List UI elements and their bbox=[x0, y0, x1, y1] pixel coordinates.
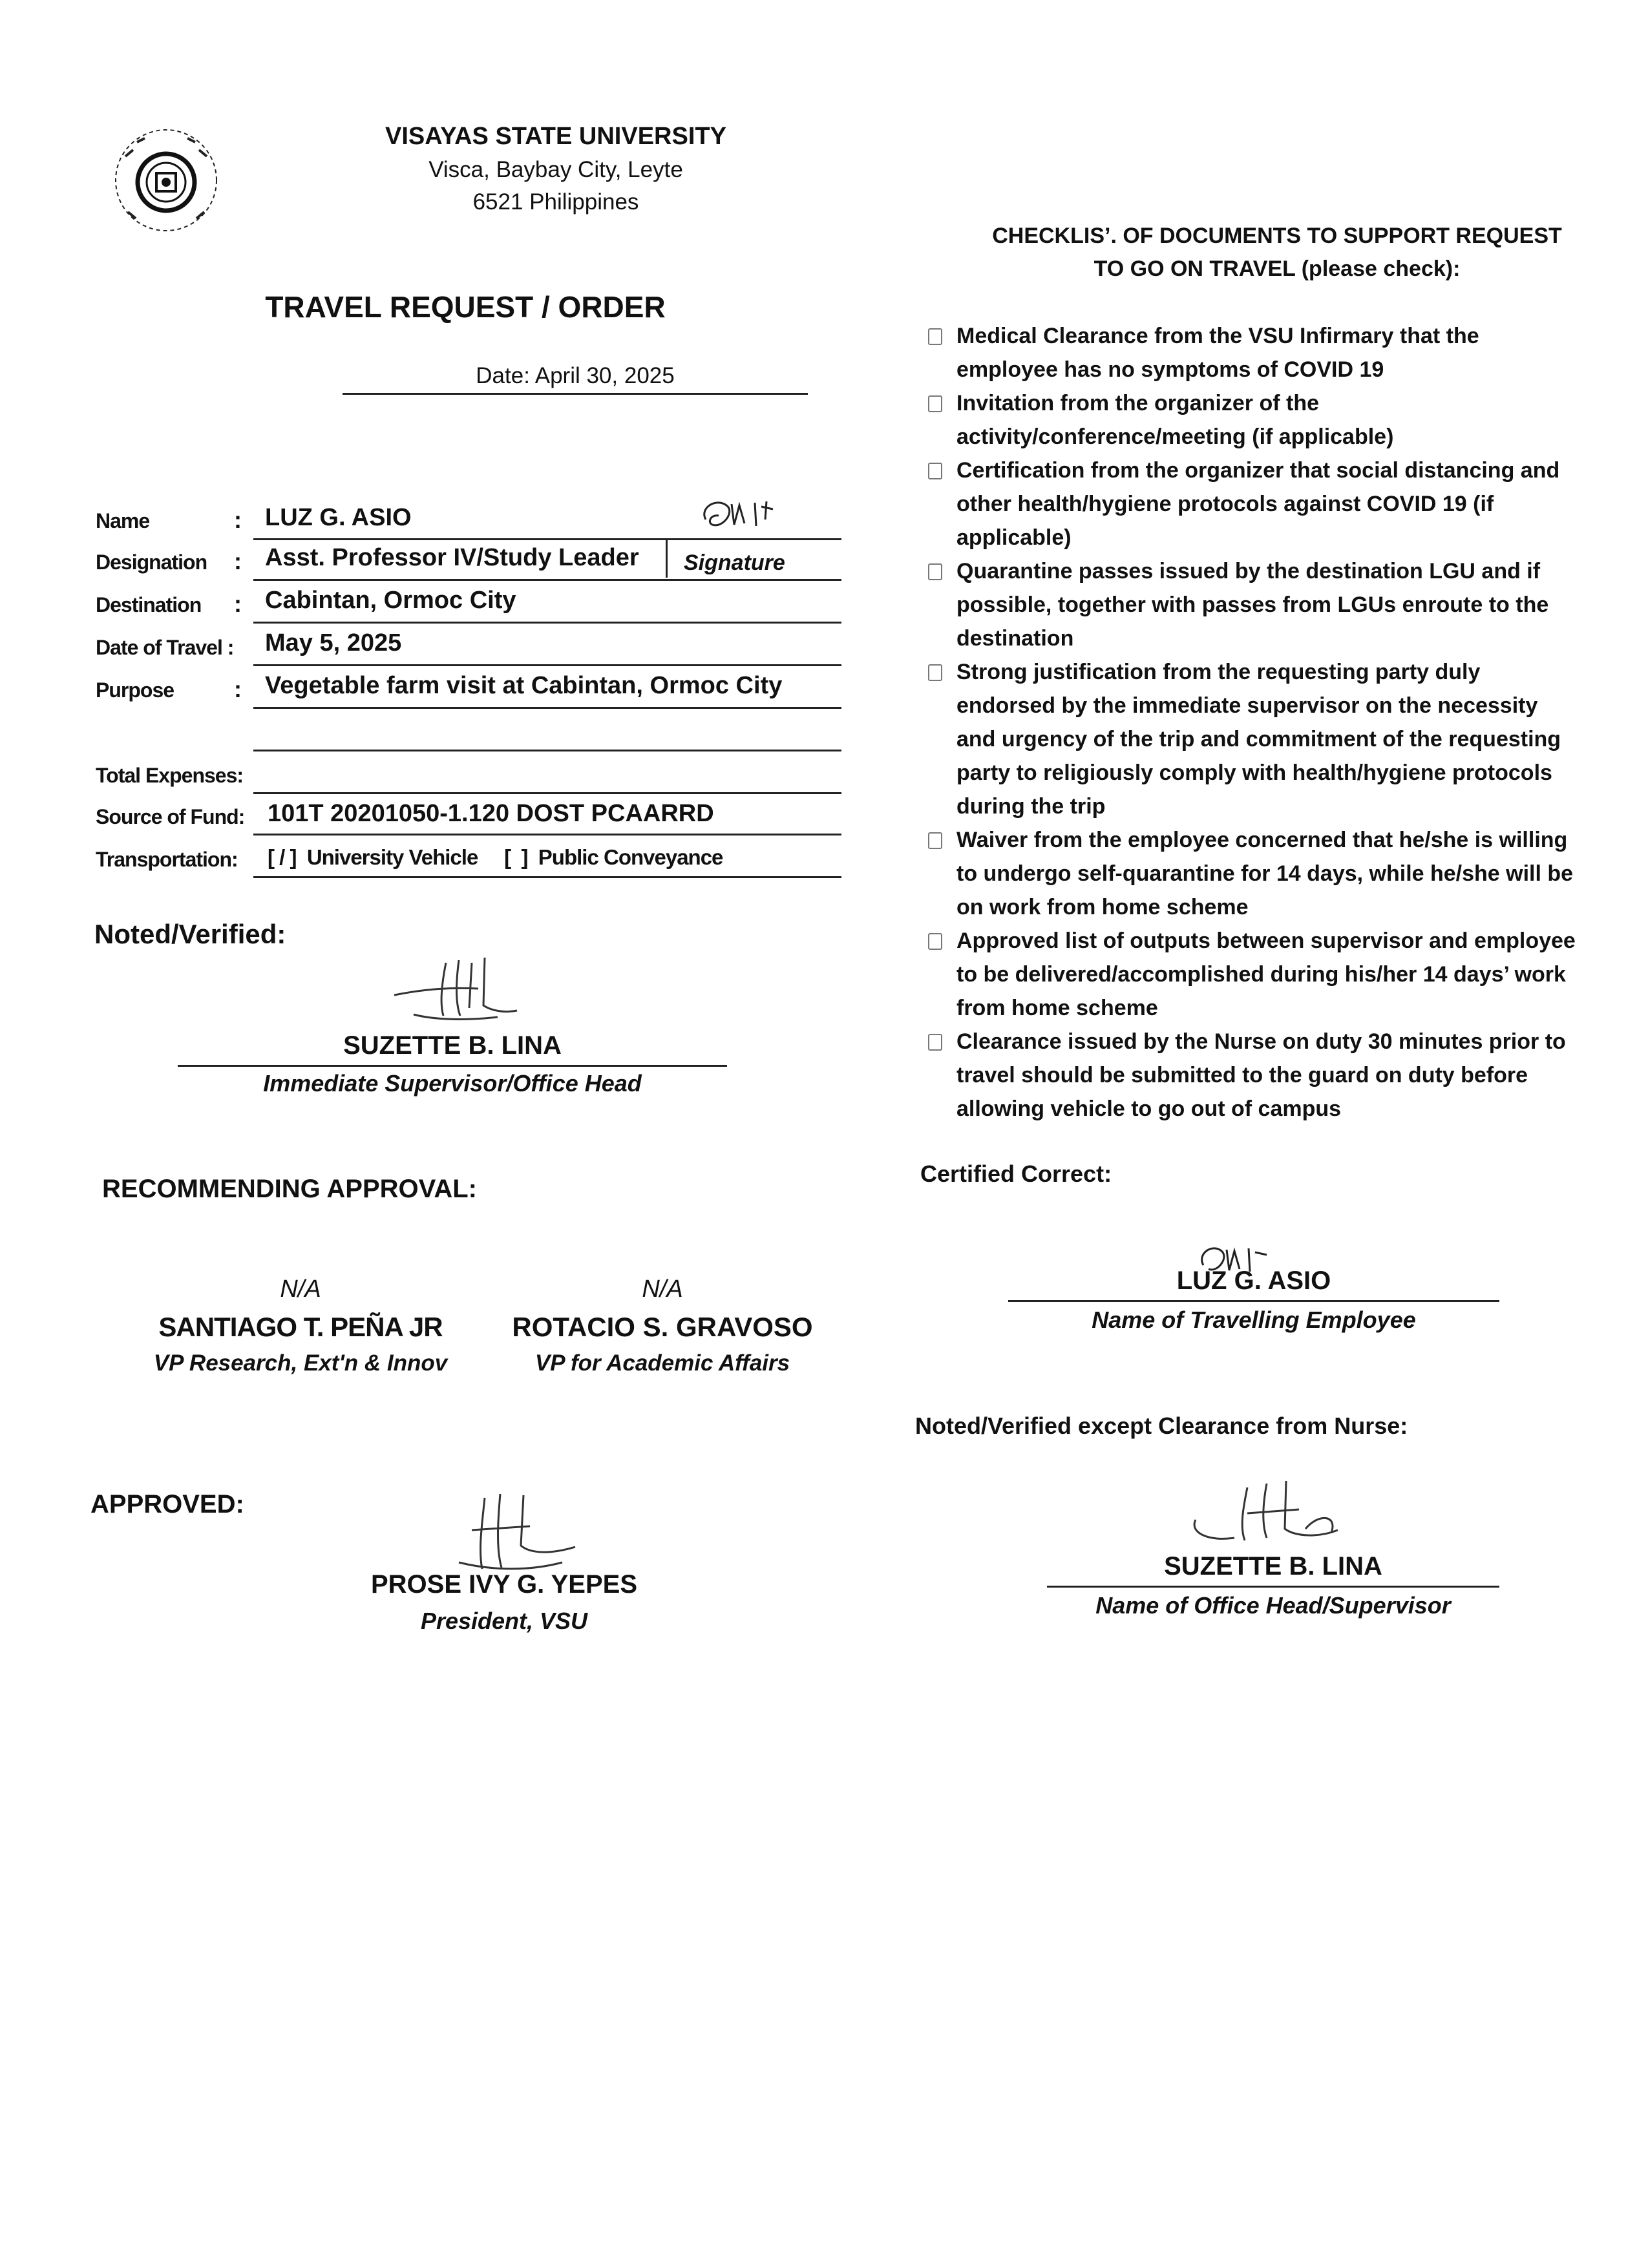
noted-signatory-name: SUZETTE B. LINA bbox=[343, 1031, 562, 1060]
purpose-label: Purpose bbox=[96, 678, 174, 702]
checklist-item bbox=[956, 454, 1577, 554]
approved-signatory-role: President, VSU bbox=[420, 1608, 588, 1634]
purpose-value: Vegetable farm visit at Cabintan, Ormoc City bbox=[265, 672, 783, 699]
checklist-item-text: Medical Clearance from the VSU Infirmary that the employee has no symptoms of COVID 19 bbox=[956, 324, 1479, 382]
checkbox[interactable] bbox=[928, 563, 942, 580]
purpose-underline-2 bbox=[253, 750, 841, 751]
form-title: TRAVEL REQUEST / ORDER bbox=[265, 290, 666, 324]
recommending-right-role: VP for Academic Affairs bbox=[534, 1350, 790, 1376]
checklist-item-text: Waiver from the employee concerned that he/she is willing to undergo self-quarantine for 14 days, while he/she will be on work from home scheme bbox=[956, 828, 1574, 919]
checklist-item bbox=[956, 319, 1577, 386]
recommending-right-status: N/A bbox=[642, 1276, 683, 1303]
checkbox[interactable] bbox=[928, 395, 942, 412]
source-of-fund-underline bbox=[253, 834, 841, 835]
checklist-title-line1: CHECKLIS’. OF DOCUMENTS TO SUPPORT REQUEST bbox=[992, 224, 1562, 248]
university-address-line2: 6521 Philippines bbox=[472, 189, 639, 215]
date-of-travel-value: May 5, 2025 bbox=[265, 629, 402, 656]
certified-signatory-role: Name of Travelling Employee bbox=[1092, 1307, 1416, 1333]
university-name: VISAYAS STATE UNIVERSITY bbox=[385, 123, 726, 150]
checkbox[interactable] bbox=[928, 463, 942, 479]
source-of-fund-value: 101T 20201050-1.120 DOST PCAARRD bbox=[268, 800, 714, 827]
name-value: LUZ G. ASIO bbox=[265, 504, 412, 531]
checkbox[interactable] bbox=[928, 933, 942, 950]
checklist-item bbox=[956, 924, 1577, 1025]
recommending-left-name: SANTIAGO T. PEÑA JR bbox=[158, 1312, 443, 1342]
total-expenses-underline bbox=[253, 792, 841, 794]
applicant-initials-signature bbox=[697, 491, 800, 543]
noted-except-signatory-role: Name of Office Head/Supervisor bbox=[1095, 1592, 1451, 1619]
recommending-left-role: VP Research, Ext'n & Innov bbox=[153, 1350, 448, 1376]
noted-heading: Noted/Verified: bbox=[94, 919, 286, 949]
transportation-value: [ / ] University Vehicle [ ] Public Conveyance bbox=[268, 845, 723, 869]
checkbox[interactable] bbox=[928, 664, 942, 681]
approved-heading: APPROVED: bbox=[90, 1490, 244, 1518]
designation-underline bbox=[253, 579, 841, 581]
checklist-item-text: Certification from the organizer that social distancing and other health/hygiene protocols against COVID 19 (if applicable) bbox=[956, 458, 1560, 550]
checklist-item bbox=[956, 1025, 1577, 1126]
checklist-item-text: Clearance issued by the Nurse on duty 30 minutes prior to travel should be submitted to the guard on duty before allowing vehicle to go out of campus bbox=[956, 1029, 1566, 1121]
recommending-left-status: N/A bbox=[280, 1276, 321, 1303]
total-expenses-label: Total Expenses: bbox=[96, 764, 244, 787]
checklist-item-text: Strong justification from the requesting party duly endorsed by the immediate supervisor on the necessity and urgency of the trip and commitment of the requesting party to religiously comply with health/hygiene protocols during the trip bbox=[956, 660, 1561, 819]
president-signature bbox=[446, 1478, 601, 1582]
checklist-title-line2: TO GO ON TRAVEL (please check): bbox=[1093, 257, 1461, 281]
checklist-item-text: Approved list of outputs between supervisor and employee to be delivered/accomplished during his/her 14 days’ work from home scheme bbox=[956, 929, 1576, 1020]
signature-caption: Signature bbox=[684, 551, 785, 575]
approved-signatory-name: PROSE IVY G. YEPES bbox=[370, 1570, 638, 1599]
purpose-colon: : bbox=[234, 676, 242, 702]
checkbox[interactable] bbox=[928, 1034, 942, 1051]
checklist-item-text: Invitation from the organizer of the activity/conference/meeting (if applicable) bbox=[956, 391, 1394, 449]
noted-except-signature-line bbox=[1047, 1586, 1499, 1588]
designation-value: Asst. Professor IV/Study Leader bbox=[265, 544, 639, 571]
transportation-label: Transportation: bbox=[96, 848, 238, 871]
date-of-travel-underline bbox=[253, 664, 841, 666]
checkbox[interactable] bbox=[928, 328, 942, 345]
transportation-underline bbox=[253, 876, 841, 878]
university-seal bbox=[111, 125, 221, 235]
request-date: Date: April 30, 2025 bbox=[476, 363, 675, 388]
checklist-item bbox=[956, 655, 1577, 823]
designation-label: Designation bbox=[96, 551, 207, 574]
destination-value: Cabintan, Ormoc City bbox=[265, 587, 516, 614]
certified-heading: Certified Correct: bbox=[920, 1160, 1112, 1187]
signature-box-divider bbox=[666, 540, 668, 578]
recommending-right-name: ROTACIO S. GRAVOSO bbox=[512, 1312, 813, 1342]
purpose-underline bbox=[253, 707, 841, 709]
destination-underline bbox=[253, 622, 841, 624]
certified-signatory-name: LUZ G. ASIO bbox=[1176, 1266, 1331, 1295]
name-colon: : bbox=[234, 507, 242, 533]
noted-signatory-role: Immediate Supervisor/Office Head bbox=[263, 1070, 642, 1097]
name-label: Name bbox=[96, 509, 150, 532]
checklist-item-text: Quarantine passes issued by the destination LGU and if possible, together with passes from LGUs enroute to the destination bbox=[956, 559, 1549, 651]
noted-except-heading: Noted/Verified except Clearance from Nurse: bbox=[915, 1412, 1408, 1439]
noted-signature-line bbox=[178, 1065, 727, 1067]
destination-label: Destination bbox=[96, 593, 202, 616]
checklist-item bbox=[956, 554, 1577, 655]
date-of-travel-label: Date of Travel : bbox=[96, 636, 234, 659]
date-underline bbox=[343, 393, 808, 395]
recommending-heading: RECOMMENDING APPROVAL: bbox=[102, 1175, 477, 1203]
supervisor-signature bbox=[375, 943, 556, 1027]
university-address-line1: Visca, Baybay City, Leyte bbox=[428, 157, 683, 182]
office-head-signature bbox=[1176, 1462, 1370, 1559]
certified-signature-line bbox=[1008, 1300, 1499, 1302]
designation-colon: : bbox=[234, 548, 242, 574]
source-of-fund-label: Source of Fund: bbox=[96, 805, 245, 828]
noted-except-signatory-name: SUZETTE B. LINA bbox=[1164, 1552, 1382, 1580]
destination-colon: : bbox=[234, 591, 242, 617]
checklist-item bbox=[956, 823, 1577, 924]
checklist-item bbox=[956, 386, 1577, 454]
checkbox[interactable] bbox=[928, 832, 942, 849]
